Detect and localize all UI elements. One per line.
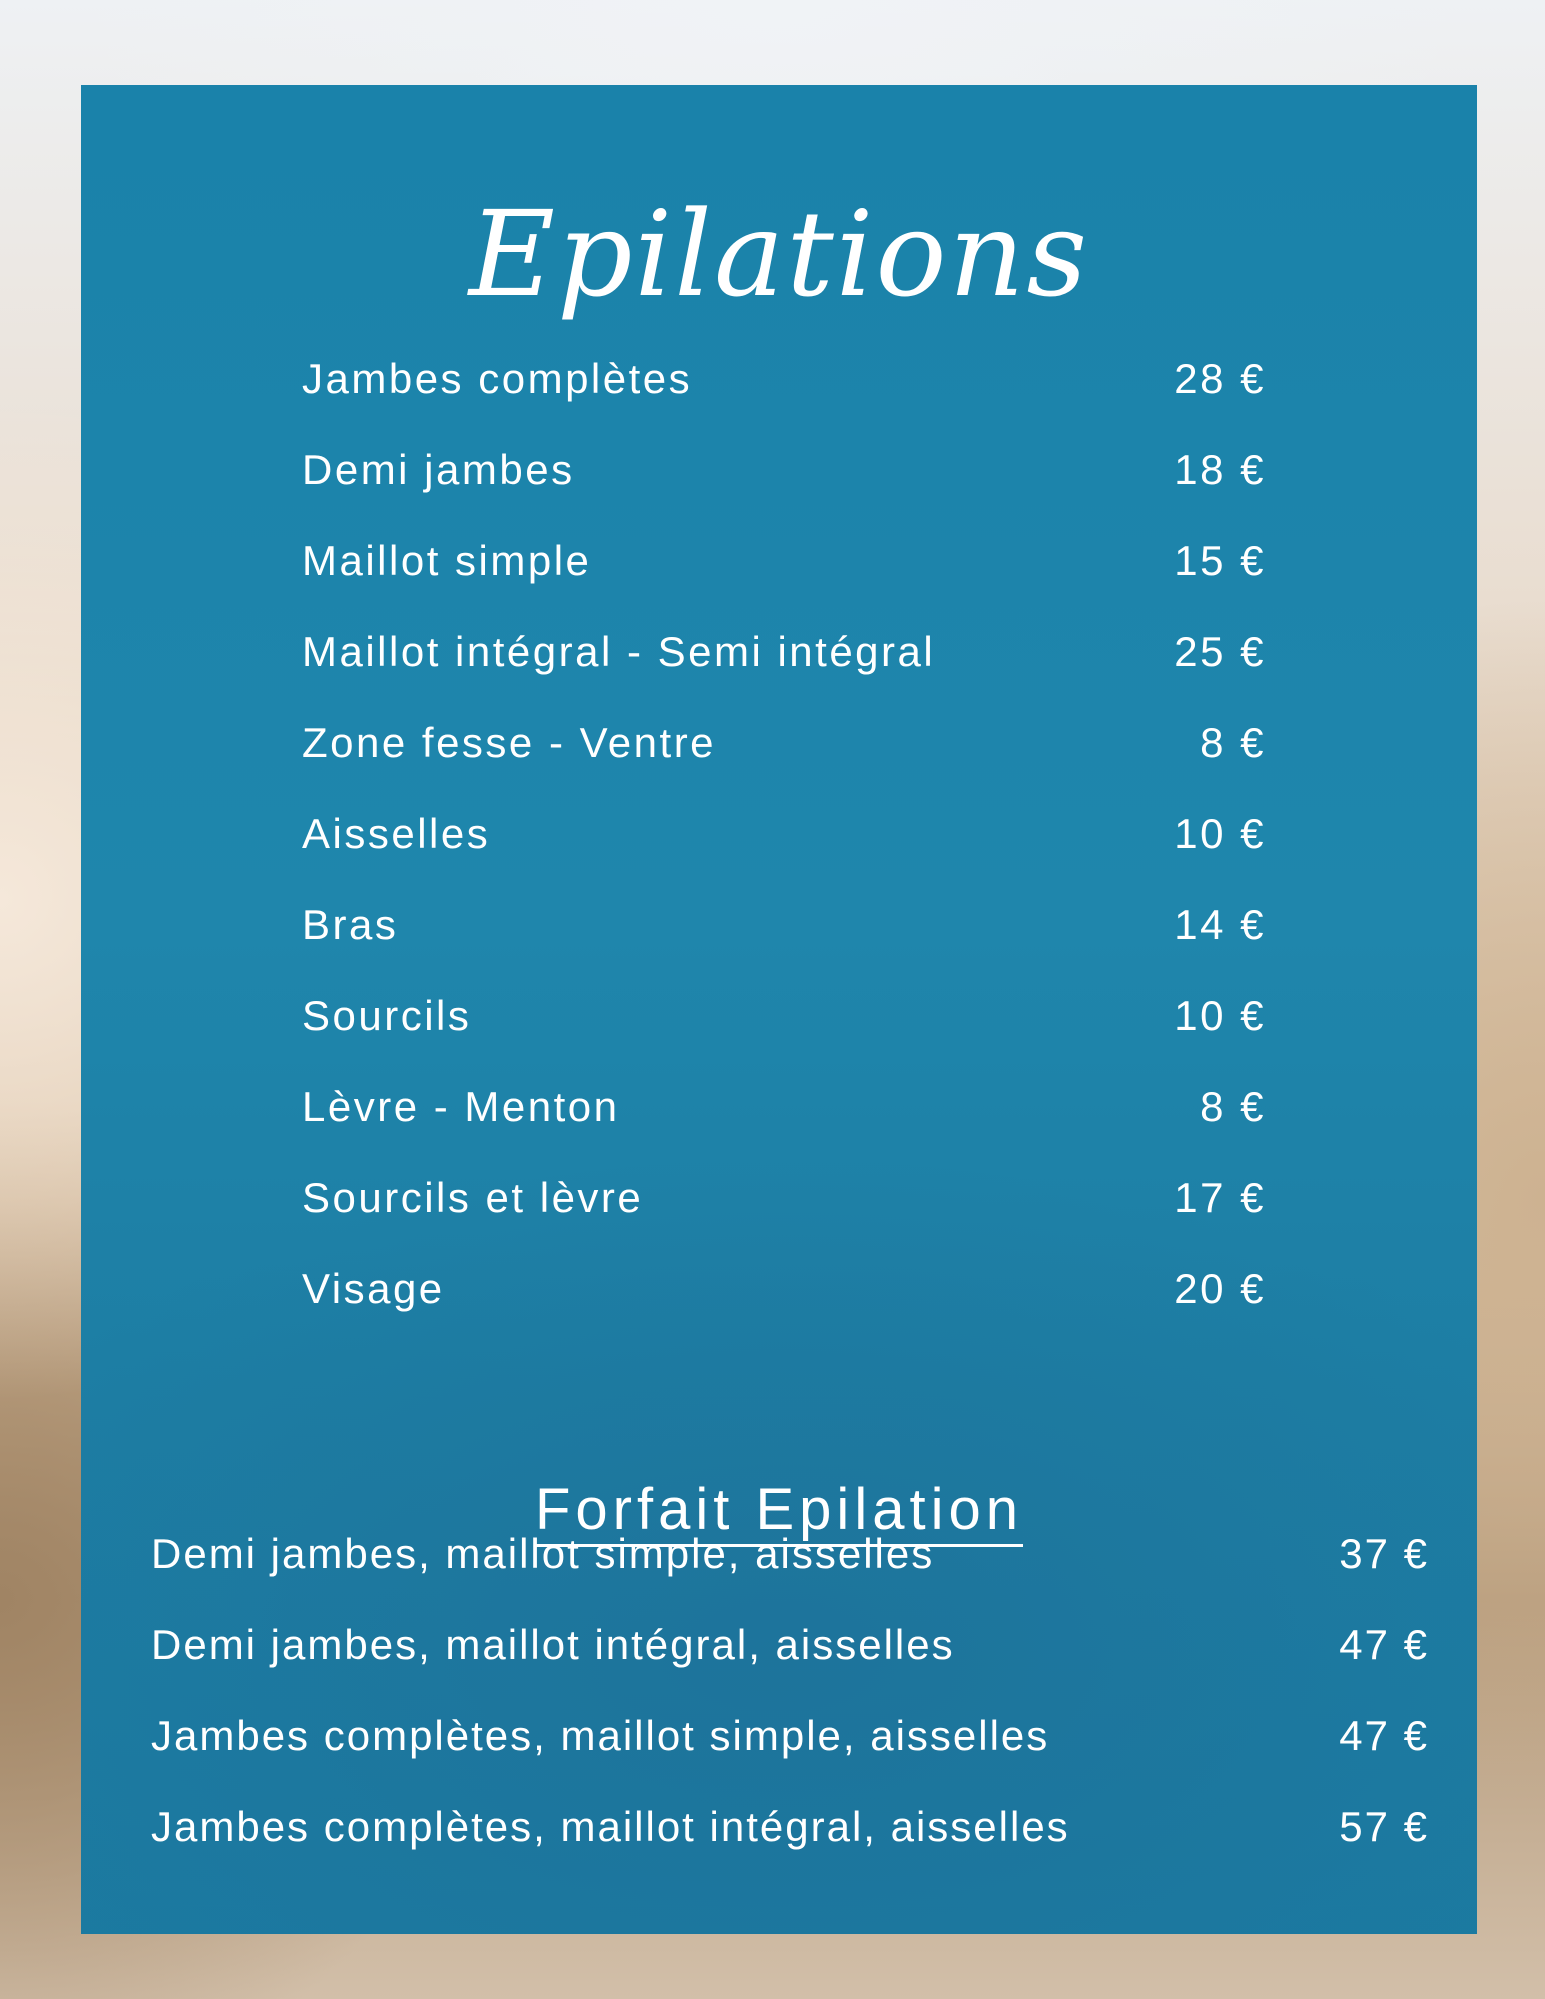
service-label: Visage	[302, 1265, 445, 1312]
service-label: Demi jambes	[302, 446, 575, 493]
forfait-label: Jambes complètes, maillot simple, aisselles	[151, 1712, 1050, 1759]
service-label: Maillot intégral - Semi intégral	[302, 628, 936, 675]
forfait-title-text: Forfait Epilation	[535, 1477, 1023, 1547]
list-item	[302, 804, 1266, 864]
service-price: 15 €	[1174, 537, 1266, 584]
service-price: 8 €	[1200, 1083, 1266, 1130]
service-label: Maillot simple	[302, 537, 592, 584]
list-item	[302, 1259, 1266, 1319]
list-item	[302, 440, 1266, 500]
service-label: Jambes complètes	[302, 355, 693, 402]
forfait-label: Jambes complètes, maillot intégral, aisselles	[151, 1803, 1070, 1850]
service-price: 14 €	[1174, 901, 1266, 948]
service-label: Sourcils et lèvre	[302, 1174, 644, 1221]
price-list-panel	[81, 85, 1477, 1934]
service-price: 10 €	[1174, 810, 1266, 857]
list-item	[302, 531, 1266, 591]
service-label: Aisselles	[302, 810, 491, 857]
list-item	[151, 1706, 1429, 1766]
list-item	[302, 895, 1266, 955]
forfait-price: 47 €	[1339, 1712, 1429, 1759]
service-price: 20 €	[1174, 1265, 1266, 1312]
list-item	[302, 1168, 1266, 1228]
service-price: 10 €	[1174, 992, 1266, 1039]
list-item	[151, 1524, 1429, 1584]
list-item	[302, 622, 1266, 682]
list-item	[302, 1077, 1266, 1137]
service-price: 17 €	[1174, 1174, 1266, 1221]
service-price: 18 €	[1174, 446, 1266, 493]
service-label: Sourcils	[302, 992, 472, 1039]
forfait-label: Demi jambes, maillot intégral, aisselles	[151, 1621, 955, 1668]
list-item	[302, 349, 1266, 409]
service-price: 8 €	[1200, 719, 1266, 766]
list-item	[151, 1615, 1429, 1675]
list-item	[151, 1797, 1429, 1857]
list-item	[302, 986, 1266, 1046]
forfait-price: 57 €	[1339, 1803, 1429, 1850]
forfait-price: 37 €	[1339, 1530, 1429, 1577]
service-label: Bras	[302, 901, 399, 948]
service-label: Lèvre - Menton	[302, 1083, 620, 1130]
forfait-label: Demi jambes, maillot simple, aisselles	[151, 1530, 935, 1577]
service-label: Zone fesse - Ventre	[302, 719, 717, 766]
service-price: 25 €	[1174, 628, 1266, 675]
service-price: 28 €	[1174, 355, 1266, 402]
page-title: Epilations	[468, 185, 1090, 323]
list-item	[302, 713, 1266, 773]
forfait-price: 47 €	[1339, 1621, 1429, 1668]
